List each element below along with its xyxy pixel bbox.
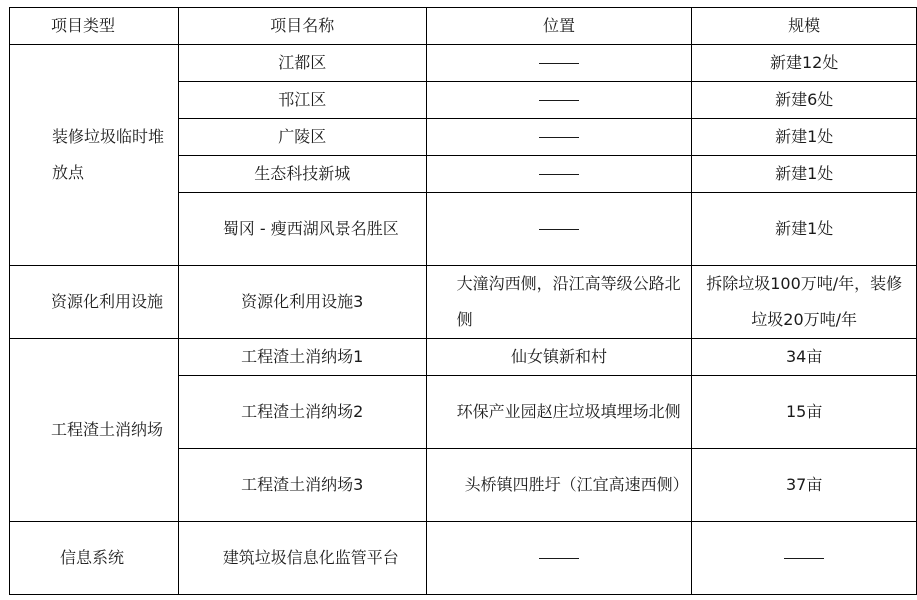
cell-project-name: 广陵区 (178, 119, 426, 156)
cell-location (426, 193, 692, 266)
cell-scale: 34亩 (692, 339, 917, 376)
cell-project-name: 江都区 (178, 45, 426, 82)
cell-location (426, 82, 692, 119)
cell-location (426, 45, 692, 82)
dash-placeholder (539, 137, 579, 138)
dash-placeholder (539, 63, 579, 64)
header-location: 位置 (426, 8, 692, 45)
cell-location: 仙女镇新和村 (426, 339, 692, 376)
cell-project-type: 信息系统 (10, 522, 179, 595)
cell-scale: 新建1处 (692, 156, 917, 193)
cell-location: 环保产业园赵庄垃圾填埋场北侧 (426, 376, 692, 449)
dash-placeholder (784, 558, 824, 559)
cell-project-name: 工程渣土消纳场1 (178, 339, 426, 376)
dash-placeholder (539, 229, 579, 230)
cell-location (426, 156, 692, 193)
table-row (10, 45, 917, 82)
table-row (10, 266, 917, 339)
cell-project-type: 资源化利用设施 (10, 266, 179, 339)
cell-scale: 新建1处 (692, 193, 917, 266)
table-row (10, 522, 917, 595)
cell-scale: 37亩 (692, 449, 917, 522)
cell-scale: 新建1处 (692, 119, 917, 156)
dash-placeholder (539, 174, 579, 175)
cell-project-name: 资源化利用设施3 (178, 266, 426, 339)
dash-placeholder (539, 100, 579, 101)
cell-scale (692, 522, 917, 595)
header-project-type: 项目类型 (10, 8, 179, 45)
cell-location (426, 119, 692, 156)
dash-placeholder (539, 558, 579, 559)
cell-scale: 15亩 (692, 376, 917, 449)
cell-project-name: 工程渣土消纳场3 (178, 449, 426, 522)
header-row (10, 8, 917, 45)
cell-scale: 新建6处 (692, 82, 917, 119)
cell-project-name: 蜀冈 - 瘦西湖风景名胜区 (178, 193, 426, 266)
cell-project-name: 建筑垃圾信息化监管平台 (178, 522, 426, 595)
header-scale: 规模 (692, 8, 917, 45)
header-project-name: 项目名称 (178, 8, 426, 45)
cell-project-type: 装修垃圾临时堆放点 (10, 45, 179, 266)
cell-scale: 拆除垃圾100万吨/年，装修垃圾20万吨/年 (692, 266, 917, 339)
planning-table (9, 7, 917, 595)
cell-location: 大潼沟西侧，沿江高等级公路北侧 (426, 266, 692, 339)
cell-location (426, 522, 692, 595)
cell-project-name: 生态科技新城 (178, 156, 426, 193)
cell-scale: 新建12处 (692, 45, 917, 82)
cell-project-name: 工程渣土消纳场2 (178, 376, 426, 449)
cell-location: 头桥镇四胜圩（江宜高速西侧） (426, 449, 692, 522)
cell-project-type: 工程渣土消纳场 (10, 339, 179, 522)
cell-project-name: 邗江区 (178, 82, 426, 119)
table-row (10, 339, 917, 376)
